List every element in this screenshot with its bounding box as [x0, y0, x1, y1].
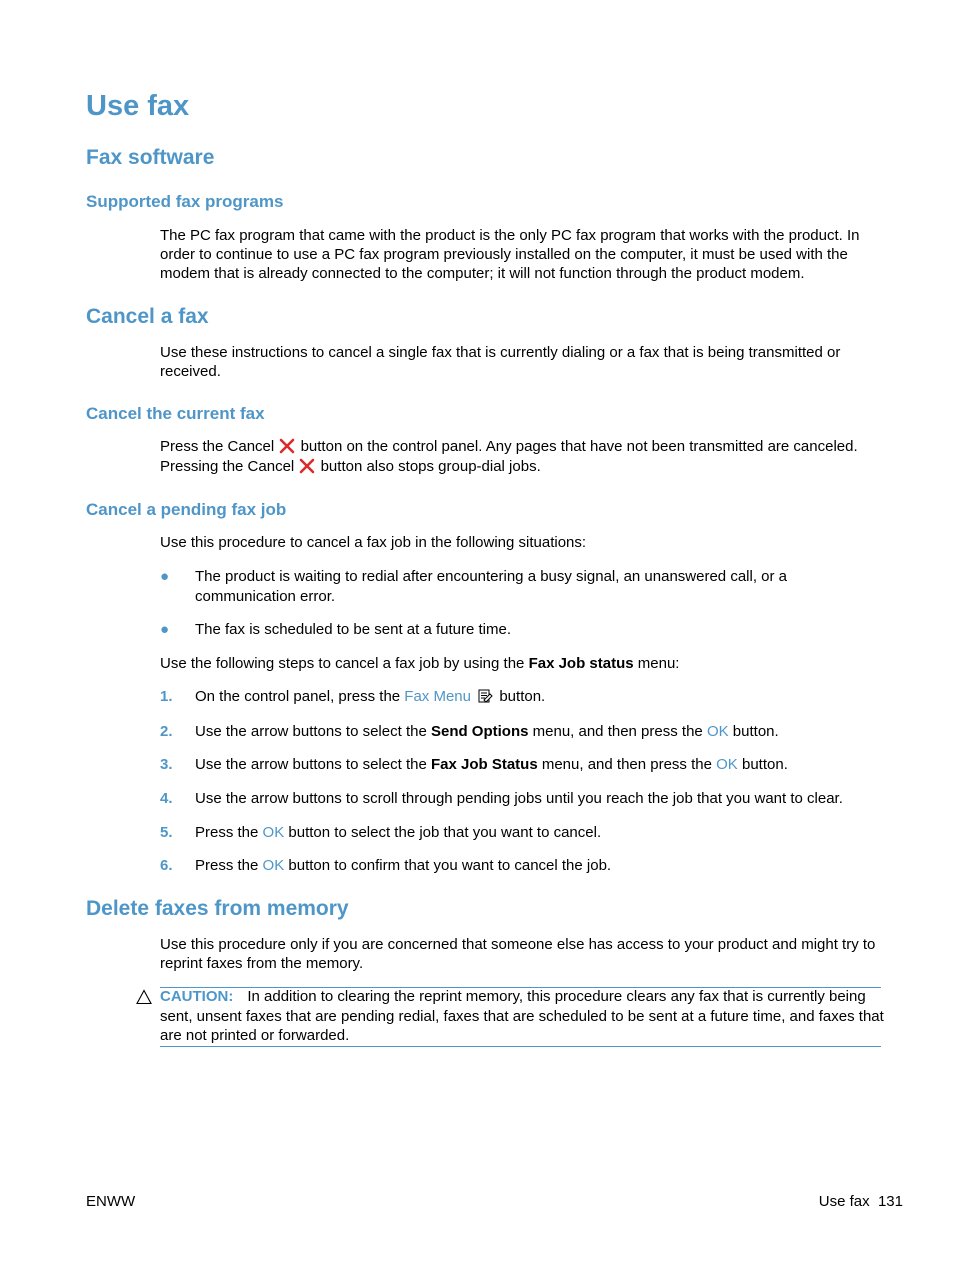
section-heading-cancel-a-fax: Cancel a fax	[86, 305, 209, 328]
fax-job-status-menu-label: Fax Job status	[528, 655, 634, 672]
fax-job-status-menu-label: Fax Job Status	[430, 756, 538, 773]
step-text: On the control panel, press the	[195, 688, 401, 705]
supported-fax-programs-body: The PC fax program that came with the product is the only PC fax program that works with the product. In order to continue to use a PC fax program previously installed on the computer, it must be used with the modem that is already connected to the computer; it will not function through the product modem.	[160, 227, 860, 282]
steps-intro	[160, 654, 884, 673]
subsection-heading-supported-fax-programs: Supported fax programs	[86, 192, 284, 211]
bullet-icon: ●	[160, 621, 170, 638]
step-text-end: button to select the job that you want to cancel.	[288, 824, 602, 841]
step-text-end: button.	[742, 756, 788, 773]
cancel-x-icon	[279, 438, 295, 454]
text-group-dial: button also stops group-dial jobs.	[320, 458, 541, 475]
cancel-pending-intro: Use this procedure to cancel a fax job in the following situations:	[160, 534, 587, 551]
step-item-5	[160, 823, 884, 843]
caution-triangle-icon	[136, 989, 152, 1005]
step-item-2	[160, 722, 884, 742]
ok-button-link[interactable]: OK	[262, 857, 285, 874]
step-text-mid: menu, and then press the	[541, 756, 712, 773]
ok-button-link[interactable]: OK	[262, 824, 285, 841]
steps-intro-text: Use the following steps to cancel a fax job by using the	[160, 655, 525, 672]
step-text-mid: menu, and then press the	[532, 723, 703, 740]
step-number: 4.	[160, 790, 173, 807]
footer-section-label: Use fax	[818, 1193, 870, 1210]
step-text: Press the	[195, 824, 259, 841]
step-number: 1.	[160, 688, 173, 705]
caution-note	[160, 987, 884, 1046]
page-title: Use fax	[86, 90, 190, 122]
bullet-text: The product is waiting to redial after encountering a busy signal, an unanswered call, or a communication error.	[195, 568, 788, 605]
step-number: 3.	[160, 756, 173, 773]
cancel-current-fax-body	[160, 437, 884, 477]
section-heading-fax-software: Fax software	[86, 146, 215, 169]
section-heading-delete-faxes: Delete faxes from memory	[86, 897, 349, 920]
footer-right	[819, 1193, 903, 1210]
step-item-3	[160, 755, 884, 775]
subsection-heading-cancel-pending-fax-job: Cancel a pending fax job	[86, 500, 287, 519]
step-item-1	[160, 687, 884, 707]
subsection-heading-cancel-current-fax: Cancel the current fax	[86, 404, 265, 423]
step-text-end: button.	[499, 688, 546, 705]
ok-button-link[interactable]: OK	[716, 756, 738, 773]
step-text: Use the arrow buttons to select the	[195, 723, 427, 740]
step-text: Use the arrow buttons to select the	[195, 756, 427, 773]
fax-menu-link[interactable]: Fax Menu	[404, 688, 471, 705]
send-options-menu-label: Send Options	[430, 723, 529, 740]
fax-menu-icon	[477, 688, 493, 704]
caution-label: CAUTION:	[160, 988, 234, 1005]
ok-button-link[interactable]: OK	[706, 723, 729, 740]
page-number: 131	[877, 1193, 903, 1210]
step-item-4	[160, 789, 884, 809]
list-item	[160, 567, 884, 606]
step-text-end: button.	[732, 723, 779, 740]
step-text: Press the	[195, 857, 259, 874]
step-text-end: button to confirm that you want to cancel the job.	[288, 857, 612, 874]
caution-bottom-rule	[160, 1046, 881, 1047]
delete-faxes-body: Use this procedure only if you are concerned that someone else has access to your product and might try to reprint faxes from the memory.	[160, 936, 876, 972]
list-item	[160, 620, 884, 640]
text-pressing-cancel: Pressing the Cancel	[160, 458, 295, 475]
footer-left: ENWW	[86, 1193, 136, 1210]
text-cancel-button-desc: button on the control panel. Any pages that have not been transmitted are canceled.	[300, 438, 858, 455]
cancel-current-fax-line-2	[160, 457, 884, 477]
text-press-cancel: Press the Cancel	[160, 438, 275, 455]
steps-intro-text-end: menu:	[637, 655, 680, 672]
cancel-current-fax-line-1	[160, 437, 884, 457]
cancel-a-fax-intro: Use these instructions to cancel a single fax that is currently dialing or a fax that is being transmitted or received.	[160, 344, 841, 380]
step-number: 5.	[160, 824, 173, 841]
cancel-x-icon	[299, 458, 315, 474]
bullet-text: The fax is scheduled to be sent at a future time.	[195, 621, 512, 638]
caution-text: In addition to clearing the reprint memory, this procedure clears any fax that is currently being sent, unsent faxes that are pending redial, faxes that are scheduled to be sent at a future time, and faxes that are not printed or forwarded.	[160, 988, 884, 1044]
bullet-icon: ●	[160, 568, 170, 585]
step-number: 2.	[160, 723, 173, 740]
step-text: Use the arrow buttons to scroll through pending jobs until you reach the job that you want to clear.	[195, 790, 843, 807]
step-number: 6.	[160, 857, 173, 874]
step-item-6	[160, 856, 884, 876]
